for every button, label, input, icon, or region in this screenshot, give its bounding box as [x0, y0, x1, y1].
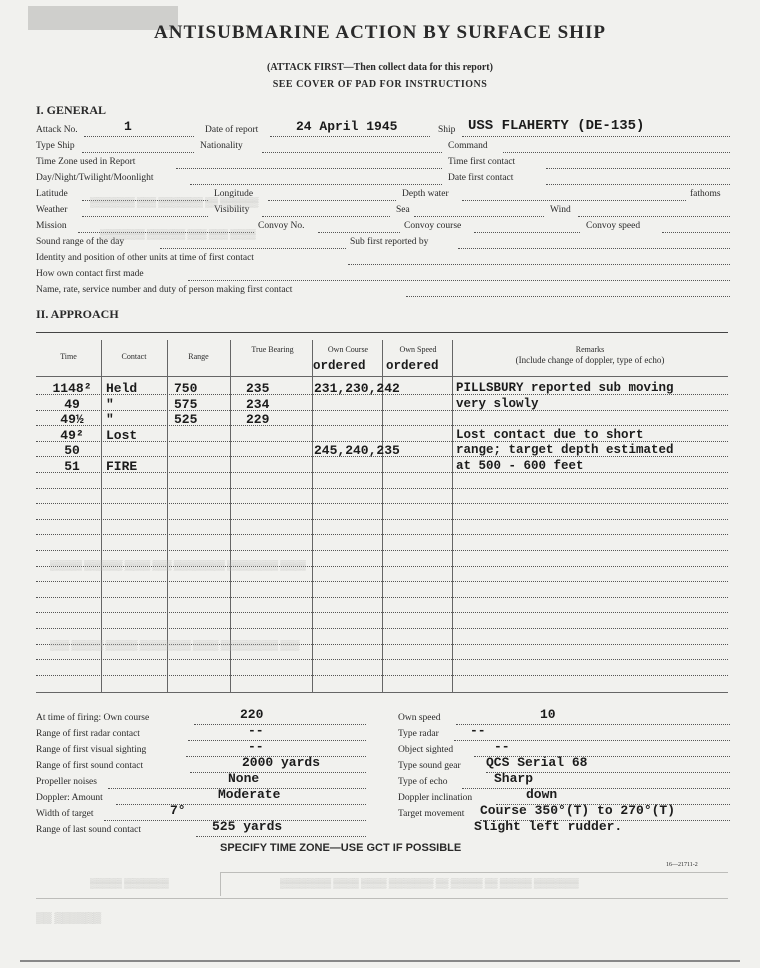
- row-remarks-cell: very slowly: [456, 396, 539, 411]
- section-approach-heading: II. APPROACH: [36, 307, 119, 321]
- sound-gear-value: QCS Serial 68: [486, 755, 588, 770]
- type-radar-value: --: [470, 723, 486, 738]
- table-row-rule: [36, 612, 728, 613]
- convoy-course-label: Convoy course: [404, 221, 462, 231]
- col-contact-header: Contact: [121, 352, 147, 361]
- sound-gear-label: Type sound gear: [398, 761, 461, 771]
- bleed-through-text: ▒▒ ▒▒▒▒▒▒: [36, 912, 102, 924]
- doppler-incl-value: down: [526, 787, 558, 802]
- row-contact-cell: ": [106, 396, 114, 412]
- row-bearing-cell: 234: [246, 396, 270, 412]
- sub-first-reported-label: Sub first reported by: [350, 237, 429, 247]
- longitude-label: Longitude: [214, 189, 254, 199]
- row-remarks-cell: range; target depth estimated: [456, 443, 674, 458]
- row-time-cell: 50: [64, 443, 80, 459]
- table-row-rule: [36, 488, 728, 489]
- attack-no-value: 1: [124, 119, 132, 134]
- sound-range-label: Sound range of the day: [36, 237, 125, 247]
- nationality-label: Nationality: [200, 141, 243, 151]
- visual-value: --: [248, 739, 264, 754]
- row-remarks-cell: at 500 - 600 feet: [456, 459, 584, 473]
- echo-value: Sharp: [494, 771, 534, 786]
- fathoms-label: fathoms: [690, 189, 721, 199]
- own-course-value: 220: [240, 707, 264, 722]
- bleed-through-text: ▒▒▒ ▒▒▒▒▒ ▒▒▒▒▒ ▒▒▒▒▒▒▒▒ ▒▒▒▒ ▒▒▒▒▒▒▒▒▒ ▒▒▒: [50, 640, 300, 650]
- visibility-label: Visibility: [214, 205, 250, 215]
- col-remarks-subheader: (Include change of doppler, type of echo): [515, 355, 665, 365]
- table-row-rule: [36, 519, 728, 520]
- day-night-label: Day/Night/Twilight/Moonlight: [36, 173, 154, 183]
- type-ship-label: Type Ship: [36, 141, 75, 151]
- form-instructions: SEE COVER OF PAD FOR INSTRUCTIONS: [272, 79, 488, 90]
- movement-value: Course 350°(T) to 270°(T): [480, 803, 676, 818]
- width-label: Width of target: [36, 809, 94, 819]
- last-sound-value: 525 yards: [212, 819, 283, 834]
- propeller-label: Propeller noises: [36, 777, 97, 787]
- type-radar-label: Type radar: [398, 729, 439, 739]
- how-contact-label: How own contact first made: [36, 269, 144, 279]
- convoy-speed-label: Convoy speed: [586, 221, 641, 231]
- form-title: ANTISUBMARINE ACTION BY SURFACE SHIP: [154, 22, 606, 43]
- depth-water-label: Depth water: [402, 189, 449, 199]
- col-bearing-header: True Bearing: [251, 345, 294, 354]
- visual-label: Range of first visual sighting: [36, 745, 147, 755]
- doppler-value: Moderate: [218, 787, 281, 802]
- col-course-header: Own Course: [327, 345, 369, 354]
- sound-contact-value: 2000 yards: [242, 755, 321, 770]
- time-zone-label: Time Zone used in Report: [36, 157, 136, 167]
- sound-contact-label: Range of first sound contact: [36, 761, 144, 771]
- radar-range-label: Range of first radar contact: [36, 729, 140, 739]
- own-speed-label: Own speed: [398, 713, 441, 723]
- row-time-cell: 1148²: [52, 381, 92, 396]
- radar-range-value: --: [248, 723, 264, 738]
- object-value: --: [494, 739, 510, 754]
- propeller-value: None: [228, 771, 260, 786]
- command-label: Command: [448, 141, 488, 151]
- row-contact-cell: FIRE: [106, 459, 138, 474]
- row-bearing-cell: 229: [246, 412, 270, 428]
- row-remarks-cell: Lost contact due to short: [456, 427, 644, 442]
- speed-ordered-note: ordered: [386, 359, 439, 373]
- row-range-cell: 750: [174, 381, 198, 396]
- row-course-cell: 231,230,242: [314, 381, 400, 396]
- row-range-cell: 525: [174, 412, 198, 428]
- sea-label: Sea: [396, 205, 410, 215]
- row-time-cell: 49: [64, 396, 80, 412]
- row-remarks-cell: PILLSBURY reported sub moving: [456, 381, 674, 395]
- col-speed-header: Own Speed: [399, 345, 437, 354]
- own-course-label: At time of firing: Own course: [36, 713, 150, 723]
- table-row-rule: [36, 628, 728, 629]
- col-range-header: Range: [188, 352, 209, 361]
- table-row-rule: [36, 675, 728, 676]
- wind-label: Wind: [550, 205, 571, 215]
- row-course-cell: 245,240,235: [314, 443, 400, 459]
- table-row-rule: [36, 503, 728, 504]
- date-label: Date of report: [205, 125, 259, 135]
- doppler-label: Doppler: Amount: [36, 793, 103, 803]
- movement-label: Target movement: [398, 809, 465, 819]
- date-first-contact-label: Date first contact: [448, 173, 514, 183]
- form-number: 16—21711-2: [666, 862, 698, 868]
- time-first-contact-label: Time first contact: [448, 157, 516, 167]
- col-remarks-header: Remarks: [575, 345, 605, 354]
- section-general-heading: I. GENERAL: [36, 103, 107, 117]
- table-row-rule: [36, 659, 728, 660]
- movement-value-2: Slight left rudder.: [474, 819, 623, 834]
- echo-label: Type of echo: [398, 777, 448, 787]
- bleed-through-text: ▒▒▒▒▒▒▒ ▒▒▒▒▒▒ ▒▒▒ ▒▒▒ ▒▒▒▒: [100, 229, 256, 239]
- table-row-rule: [36, 534, 728, 535]
- row-contact-cell: Lost: [106, 427, 138, 443]
- row-range-cell: 575: [174, 396, 198, 412]
- row-bearing-cell: 235: [246, 381, 270, 396]
- ship-value: USS FLAHERTY (DE-135): [468, 118, 645, 134]
- row-contact-cell: ": [106, 412, 114, 428]
- time-zone-note: SPECIFY TIME ZONE—USE GCT IF POSSIBLE: [220, 842, 462, 854]
- attack-no-label: Attack No.: [36, 125, 78, 135]
- course-ordered-note: ordered: [313, 359, 366, 373]
- latitude-label: Latitude: [36, 189, 68, 199]
- row-time-cell: 49½: [60, 412, 84, 428]
- bleed-through-text: ▒▒▒▒▒ ▒▒▒▒▒▒ ▒▒▒▒ ▒▒▒ ▒▒▒▒▒▒▒▒ ▒▒▒▒▒▒▒▒ ▒▒▒▒: [50, 560, 306, 570]
- weather-label: Weather: [36, 205, 68, 215]
- bleed-through-text: ▒▒▒▒▒▒▒ ▒▒▒ ▒▒▒▒▒▒▒ ▒▒ ▒▒▒▒▒▒: [90, 197, 259, 207]
- own-speed-value: 10: [540, 707, 556, 722]
- date-value: 24 April 1945: [296, 119, 398, 134]
- convoy-no-label: Convoy No.: [258, 221, 305, 231]
- bleed-through-text: ▒▒▒▒▒▒▒▒ ▒▒▒▒ ▒▒▒▒ ▒▒▒▒▒▒▒ ▒▒ ▒▒▒▒▒ ▒▒ ▒▒▒▒▒ ▒▒▒▒▒▒▒: [280, 878, 579, 888]
- last-sound-label: Range of last sound contact: [36, 825, 142, 835]
- table-row-rule: [36, 597, 728, 598]
- name-rate-label: Name, rate, service number and duty of person making first contact: [36, 285, 293, 295]
- doppler-incl-label: Doppler inclination: [398, 793, 473, 803]
- col-time-header: Time: [60, 352, 77, 361]
- form-subtitle: (ATTACK FIRST—Then collect data for this report): [267, 62, 493, 73]
- table-row-rule: [36, 550, 728, 551]
- row-time-cell: 49²: [60, 427, 84, 443]
- mission-label: Mission: [36, 221, 67, 231]
- row-time-cell: 51: [64, 459, 80, 474]
- ship-label: Ship: [438, 125, 456, 135]
- row-contact-cell: Held: [106, 381, 138, 396]
- bleed-through-text: ▒▒▒▒▒ ▒▒▒▒▒▒▒: [90, 878, 169, 888]
- identity-label: Identity and position of other units at time of first contact: [36, 253, 254, 263]
- table-row-rule: [36, 581, 728, 582]
- width-value: 7°: [170, 803, 186, 818]
- object-label: Object sighted: [398, 745, 454, 755]
